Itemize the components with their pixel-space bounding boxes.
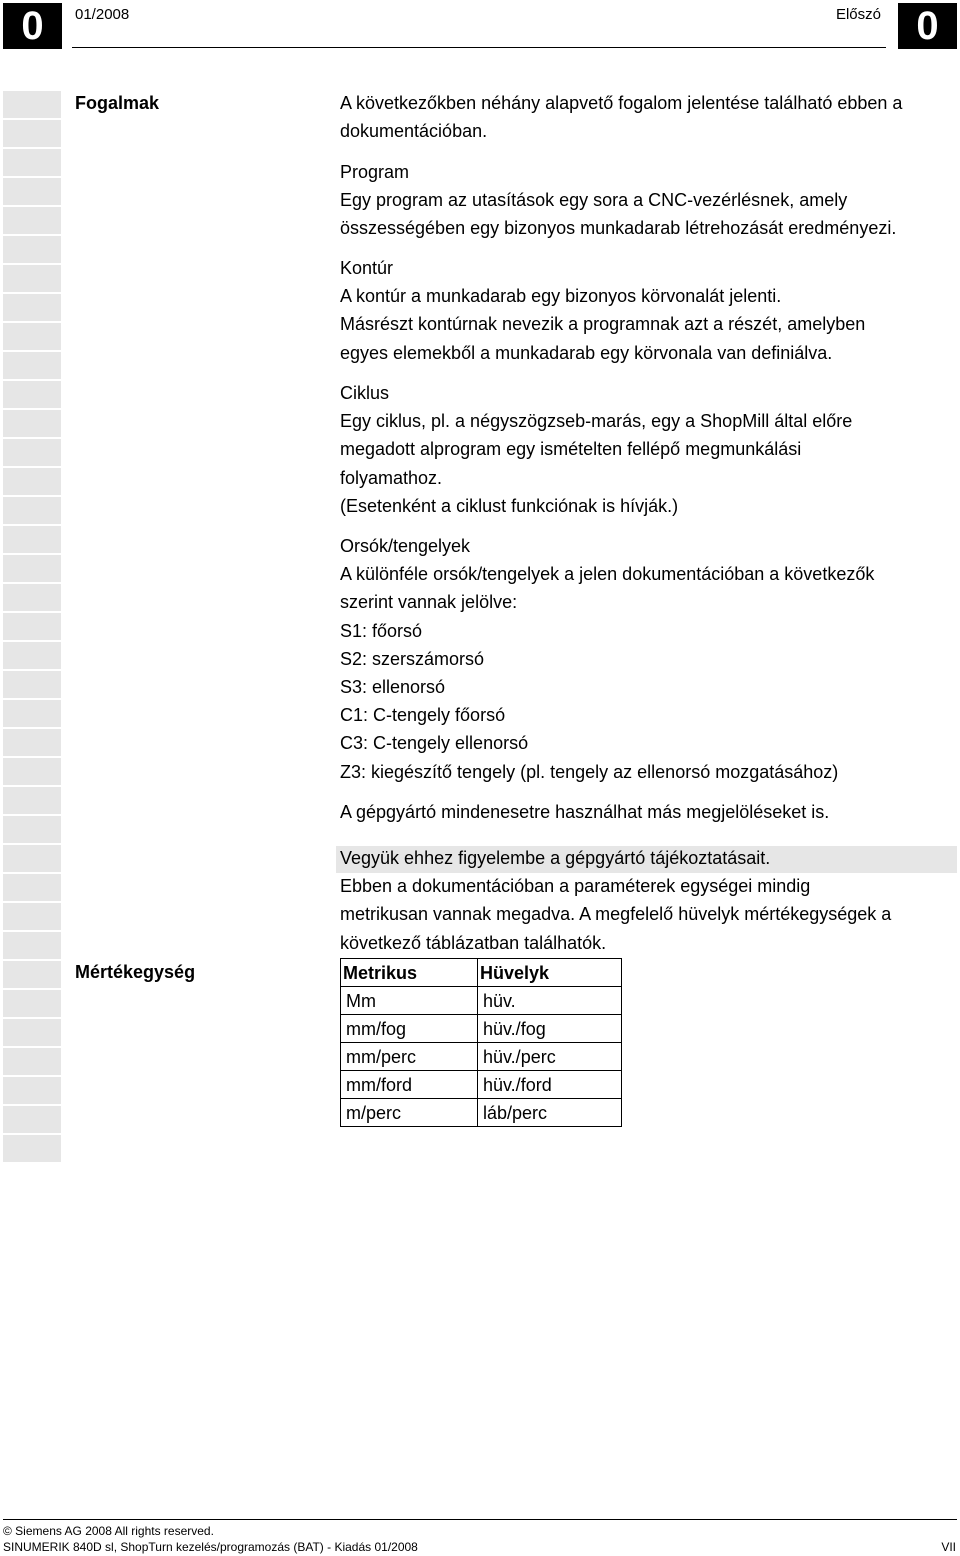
manufacturer-note [340,798,829,826]
sidebar-segment [3,207,61,234]
sidebar-segment [3,265,61,292]
sidebar-segment [3,149,61,176]
sidebar-segment [3,410,61,437]
text-line: Egy ciklus, pl. a négyszögzseb-marás, egy a ShopMill által előre [340,411,853,432]
definition-ciklus [340,379,852,520]
header-rule [72,47,886,48]
definition-kontur [340,254,865,367]
spindle-item: S1: főorsó [340,620,423,641]
sidebar-segment [3,236,61,263]
sidebar-segment [3,1077,61,1104]
sidebar-segment [3,874,61,901]
sidebar-segment [3,816,61,843]
sidebar-segment [3,584,61,611]
footer-page-number: VII [941,1540,956,1554]
text-line: egyes elemekből a munkadarab egy körvonala van definiálva. [340,342,833,363]
sidebar-segment [3,642,61,669]
sidebar-segment [3,932,61,959]
table-row [341,1043,622,1071]
table-row [341,1071,622,1099]
units-table [340,958,622,1127]
sidebar-segment [3,468,61,495]
column-header-metric: Metrikus [341,959,478,987]
sidebar-segment [3,671,61,698]
inch-cell: hüv./ford [478,1071,622,1099]
sidebar-segment [3,613,61,640]
sidebar-segment [3,1048,61,1075]
metric-cell: m/perc [341,1099,478,1127]
definition-orsok [340,532,874,786]
sidebar-segment [3,1019,61,1046]
sidebar-segment [3,526,61,553]
sidebar-segment [3,352,61,379]
chapter-number-right: 0 [898,3,957,49]
sidebar-segment [3,323,61,350]
sidebar-segment [3,903,61,930]
text-line: A kontúr a munkadarab egy bizonyos körvonalát jelenti. [340,286,782,307]
footer-document-title: SINUMERIK 840D sl, ShopTurn kezelés/programozás (BAT) - Kiadás 01/2008 [3,1540,418,1554]
sidebar-segment [3,758,61,785]
intro-paragraph [340,89,902,145]
spindle-item: S3: ellenorsó [340,677,446,698]
text-line: szerint vannak jelölve: [340,592,518,613]
sidebar-segment [3,1106,61,1133]
text-line: összességében egy bizonyos munkadarab létrehozását eredményezi. [340,218,897,239]
sidebar-segment [3,555,61,582]
table-row [341,1099,622,1127]
text-line: dokumentációban. [340,121,488,142]
text-line: folyamathoz. [340,467,443,488]
inch-cell: láb/perc [478,1099,622,1127]
spindle-item: C3: C-tengely ellenorsó [340,733,529,754]
inch-cell: hüv./perc [478,1043,622,1071]
sidebar-segment [3,990,61,1017]
column-header-inch: Hüvelyk [478,959,622,987]
sidebar-segment [3,178,61,205]
sidebar-segment [3,845,61,872]
sidebar-segment [3,1135,61,1162]
units-section-text [340,844,891,957]
sidebar-segment [3,787,61,814]
spindle-item: Z3: kiegészítő tengely (pl. tengely az ellenorsó mozgatásához) [340,761,839,782]
sidebar-segment [3,120,61,147]
inch-cell: hüv./fog [478,1015,622,1043]
sidebar-segment [3,91,61,118]
footer-copyright: © Siemens AG 2008 All rights reserved. [3,1524,214,1538]
text-line: megadott alprogram egy ismételten fellépő megmunkálási [340,439,802,460]
header-date: 01/2008 [75,6,130,23]
metric-cell: Mm [341,987,478,1015]
sidebar-segment [3,497,61,524]
text-line: Egy program az utasítások egy sora a CNC-vezérlésnek, amely [340,190,848,211]
definition-title: Ciklus [340,383,390,403]
text-line: Ebben a dokumentációban a paraméterek egységei mindig [340,876,811,897]
metric-cell: mm/fog [341,1015,478,1043]
footer-rule [3,1519,957,1520]
spindle-item: S2: szerszámorsó [340,648,485,669]
definition-program [340,158,896,243]
text-line: A különféle orsók/tengelyek a jelen dokumentációban a következők [340,564,875,585]
sidebar-segment [3,700,61,727]
text-line: következő táblázatban találhatók. [340,932,607,953]
section-label-mertekegyseg: Mértékegység [75,962,196,982]
definition-title: Kontúr [340,258,394,278]
text-line: Másrészt kontúrnak nevezik a programnak azt a részét, amelyben [340,314,866,335]
text-line: (Esetenként a ciklust funkciónak is hívják.) [340,495,679,516]
text-line: metrikusan vannak megadva. A megfelelő hüvelyk mértékegységek a [340,904,892,925]
sidebar-segment [3,294,61,321]
sidebar-segment [3,381,61,408]
text-line: A gépgyártó mindenesetre használhat más megjelöléseket is. [340,802,830,822]
section-label-fogalmak: Fogalmak [75,93,160,113]
metric-cell: mm/perc [341,1043,478,1071]
sidebar-shading [3,91,61,1167]
inch-cell: hüv. [478,987,622,1015]
definition-title: Program [340,162,410,182]
text-line: A következőkben néhány alapvető fogalom jelentése található ebben a [340,93,903,113]
sidebar-segment [3,961,61,988]
spindle-item: C1: C-tengely főorsó [340,705,506,726]
table-row [341,987,622,1015]
sidebar-segment [3,729,61,756]
highlighted-note: Vegyük ehhez figyelembe a gépgyártó tájékoztatásait. [340,848,771,868]
sidebar-segment [3,439,61,466]
table-header-row [341,959,622,987]
definition-title: Orsók/tengelyek [340,536,471,556]
header-section-title: Előszó [835,6,881,23]
chapter-number-left: 0 [3,3,62,49]
metric-cell: mm/ford [341,1071,478,1099]
table-row [341,1015,622,1043]
